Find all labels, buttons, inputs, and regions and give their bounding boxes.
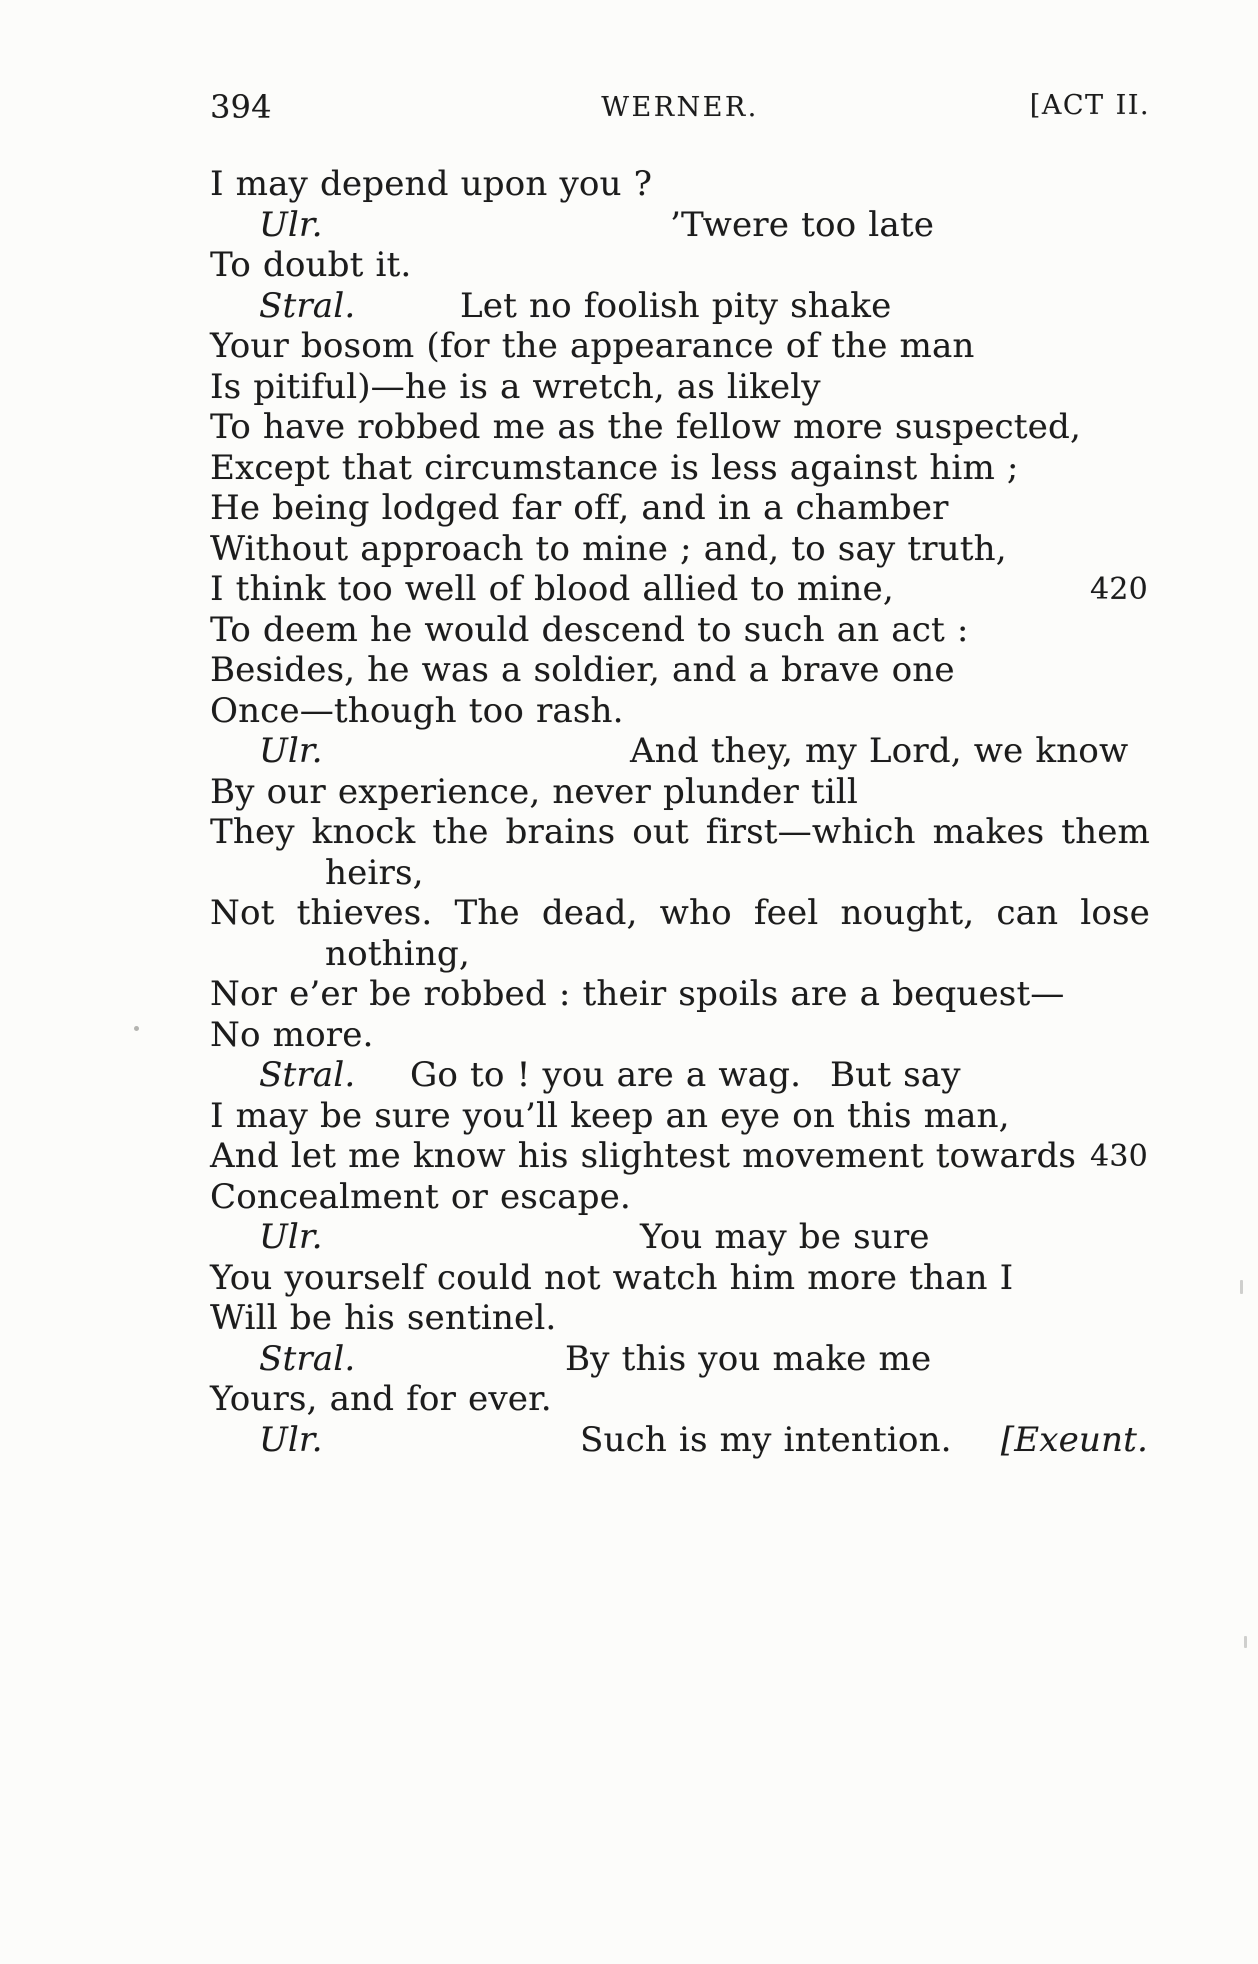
verse-line — [210, 1217, 1150, 1258]
stage-direction: [Exeunt. — [1000, 1419, 1148, 1460]
speaker-label: Stral. — [259, 1055, 356, 1095]
verse-line — [210, 1055, 1150, 1096]
page-header — [210, 86, 1150, 128]
verse-line — [210, 1379, 1150, 1420]
play-text — [210, 164, 1150, 1460]
verse-line — [210, 1177, 1150, 1218]
verse-line — [210, 731, 1150, 772]
speaker-label: Ulr. — [259, 731, 323, 771]
verse-text: And let me know his slightest movement towards — [210, 1136, 1077, 1176]
running-title: WERNER. — [601, 92, 759, 123]
verse-text: Besides, he was a soldier, and a brave one — [210, 650, 955, 690]
verse-line — [210, 934, 1150, 975]
page-number: 394 — [210, 88, 272, 126]
verse-text: No more. — [210, 1014, 374, 1055]
verse-line — [210, 488, 1150, 529]
verse-line — [210, 610, 1150, 651]
verse-line — [210, 1258, 1150, 1299]
verse-text: I may depend upon you ? — [210, 164, 653, 204]
verse-line: They knock the brains out first—which makes them — [210, 812, 1150, 852]
verse-text: By our experience, never plunder till — [210, 771, 859, 812]
verse-line — [210, 529, 1150, 570]
verse-line — [210, 772, 1150, 813]
verse-text: Such is my intention. — [580, 1419, 952, 1460]
verse-text: Your bosom (for the appearance of the man — [210, 326, 975, 366]
verse-text: Concealment or escape. — [210, 1176, 631, 1217]
verse-text: And they, my Lord, we know — [630, 731, 1129, 771]
verse-text: To doubt it. — [210, 245, 412, 285]
verse-line — [210, 853, 1150, 894]
verse-line — [210, 569, 1150, 610]
margin-line-number: 420 — [1090, 572, 1148, 607]
verse-text: To have robbed me as the fellow more suspected, — [210, 407, 1081, 447]
verse-line — [210, 286, 1150, 327]
verse-line — [210, 1298, 1150, 1339]
verse-text: But say — [830, 1055, 961, 1095]
speaker-label: Ulr. — [259, 204, 323, 245]
verse-line — [210, 1096, 1150, 1137]
act-label: [ACT II. — [1029, 90, 1150, 121]
verse-text: I may be sure you’ll keep an eye on this man, — [210, 1095, 1010, 1136]
verse-line — [210, 1420, 1150, 1461]
verse-text: Except that circumstance is less against him ; — [210, 447, 1019, 488]
verse-line — [210, 1339, 1150, 1380]
verse-line — [210, 205, 1150, 246]
verse-text: Once—though too rash. — [210, 690, 624, 731]
verse-text: Go to ! you are a wag. — [410, 1055, 802, 1095]
verse-line — [210, 1136, 1150, 1177]
verse-line — [210, 367, 1150, 408]
verse-line — [210, 245, 1150, 286]
verse-text: You yourself could not watch him more than I — [210, 1257, 1014, 1298]
verse-line — [210, 164, 1150, 205]
verse-text: He being lodged far off, and in a chamber — [210, 488, 949, 528]
verse-text: To deem he would descend to such an act : — [210, 609, 969, 650]
verse-line — [210, 407, 1150, 448]
speaker-label: Stral. — [259, 285, 356, 326]
verse-text: nothing, — [325, 933, 470, 974]
scan-speck — [134, 1026, 139, 1031]
verse-text: Without approach to mine ; and, to say truth, — [210, 528, 1007, 569]
scan-speck — [1240, 1280, 1243, 1294]
verse-text: I think too well of blood allied to mine, — [210, 569, 894, 609]
verse-text: By this you make me — [565, 1338, 932, 1379]
verse-line — [210, 974, 1150, 1015]
verse-text: Is pitiful)—he is a wretch, as likely — [210, 366, 821, 407]
verse-text: Will be his sentinel. — [210, 1298, 557, 1338]
verse-line: Not thieves. The dead, who feel nought, can lose — [210, 893, 1150, 933]
verse-line — [210, 650, 1150, 691]
verse-text: Let no foolish pity shake — [460, 285, 892, 326]
verse-text: Yours, and for ever. — [210, 1379, 552, 1419]
verse-line — [210, 1015, 1150, 1056]
scan-speck — [1244, 1636, 1247, 1648]
margin-line-number: 430 — [1090, 1139, 1148, 1174]
verse-text: You may be sure — [640, 1217, 930, 1257]
verse-line — [210, 448, 1150, 489]
verse-line — [210, 691, 1150, 732]
verse-text: heirs, — [325, 852, 424, 893]
speaker-label: Ulr. — [259, 1217, 323, 1257]
verse-text: ’Twere too late — [670, 204, 935, 245]
speaker-label: Stral. — [259, 1338, 356, 1379]
verse-text: Nor e’er be robbed : their spoils are a bequest— — [210, 974, 1065, 1014]
verse-line — [210, 326, 1150, 367]
speaker-label: Ulr. — [259, 1419, 323, 1460]
